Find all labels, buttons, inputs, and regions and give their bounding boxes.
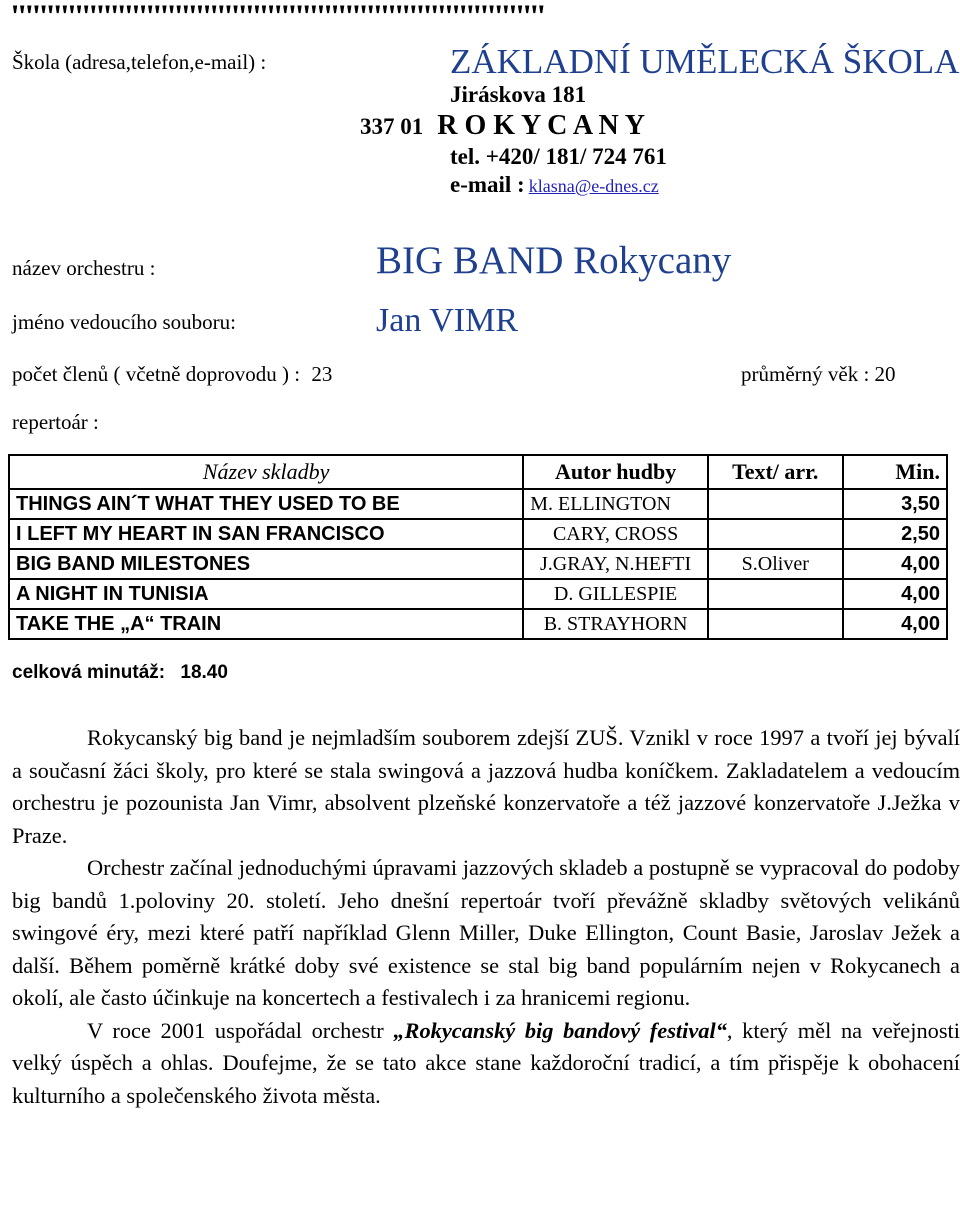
row-author: J.GRAY, N.HEFTI bbox=[523, 549, 708, 579]
description-text bbox=[12, 722, 960, 1112]
total-label: celková minutáž: bbox=[12, 662, 166, 683]
row-arr bbox=[708, 609, 843, 639]
leader-label: jméno vedoucího souboru: bbox=[12, 310, 236, 334]
row-title: TAKE THE „A“ TRAIN bbox=[9, 609, 523, 639]
members-line bbox=[12, 362, 332, 387]
table-row bbox=[9, 549, 947, 579]
age-value: 20 bbox=[874, 362, 896, 386]
paragraph-1: Rokycanský big band je nejmladším souborem zdejší ZUŠ. Vznikl v roce 1997 a tvoří jej bývalí a současní žáci školy, pro které se stala swingová a jazzová hudba koníčkem. Zakladatelem a vedoucím orchestru je pozounista Jan Vimr, absolvent plzeňské konzervatoře a též jazzové konzervatoře J.Ježka v Praze. bbox=[12, 725, 960, 848]
total-line bbox=[12, 662, 228, 684]
age-label: průměrný věk : bbox=[741, 362, 870, 386]
repertoire-table bbox=[8, 454, 948, 640]
table-row bbox=[9, 609, 947, 639]
decorative-border: ꞌꞌꞌꞌꞌꞌꞌꞌꞌꞌꞌꞌꞌꞌꞌꞌꞌꞌꞌꞌꞌꞌꞌꞌꞌꞌꞌꞌꞌꞌꞌꞌꞌꞌꞌꞌꞌꞌꞌꞌꞌꞌꞌꞌꞌꞌꞌꞌꞌꞌꞌꞌꞌꞌꞌꞌꞌꞌꞌꞌꞌꞌꞌꞌꞌꞌꞌꞌꞌꞌꞌꞌꞌꞌꞌ bbox=[12, 0, 546, 25]
row-arr bbox=[708, 519, 843, 549]
row-title: I LEFT MY HEART IN SAN FRANCISCO bbox=[9, 519, 523, 549]
paragraph-2: Orchestr začínal jednoduchými úpravami jazzových skladeb a postupně se vypracoval do podoby big bandů 1.poloviny 20. století. Jeho dnešní repertoár tvoří převážně skladby světových velikánů swingové éry, mezi které patří například Glenn Miller, Duke Ellington, Count Basie, Jaroslav Ježek a další. Během poměrně krátké doby své existence se stal big band populárním nejen v Rokycanech a okolí, ale často účinkuje na koncertech a festivalech i za hranicemi regionu. bbox=[12, 855, 960, 1010]
paragraph-3-end: , který měl na veřejnosti velký úspěch a ohlas. Doufejme, že se tato akce stane každoroční tradicí, a tím přispěje k obohacení kulturního a společenského života města. bbox=[12, 1017, 960, 1108]
header-author: Autor hudby bbox=[523, 455, 708, 489]
total-value: 18.40 bbox=[180, 662, 228, 683]
table-row bbox=[9, 579, 947, 609]
header-title: Název skladby bbox=[9, 455, 523, 489]
table-row bbox=[9, 519, 947, 549]
row-title: A NIGHT IN TUNISIA bbox=[9, 579, 523, 609]
email-link[interactable]: klasna@e-dnes.cz bbox=[528, 176, 659, 196]
row-min: 4,00 bbox=[843, 609, 947, 639]
row-title: THINGS AIN´T WHAT THEY USED TO BE bbox=[9, 489, 523, 519]
email-label: e-mail : bbox=[450, 172, 525, 197]
row-author: CARY, CROSS bbox=[523, 519, 708, 549]
paragraph-3-start: V roce 2001 uspořádal orchestr bbox=[87, 1017, 394, 1043]
header-min: Min. bbox=[843, 455, 947, 489]
paragraph-3 bbox=[12, 1015, 960, 1113]
row-author: D. GILLESPIE bbox=[523, 579, 708, 609]
members-count: 23 bbox=[311, 362, 333, 386]
orchestra-name-label: název orchestru : bbox=[12, 256, 156, 280]
row-arr: S.Oliver bbox=[708, 549, 843, 579]
school-city-line bbox=[360, 110, 645, 142]
school-zip: 337 01 bbox=[360, 114, 424, 139]
festival-name: „Rokycanský big bandový festival“ bbox=[393, 1017, 727, 1043]
school-tel: tel. +420/ 181/ 724 761 bbox=[450, 144, 667, 169]
age-line bbox=[741, 362, 896, 387]
row-min: 4,00 bbox=[843, 549, 947, 579]
row-min: 3,50 bbox=[843, 489, 947, 519]
school-street: Jiráskova 181 bbox=[450, 82, 587, 107]
leader-name: Jan VIMR bbox=[376, 302, 518, 339]
row-author: B. STRAYHORN bbox=[523, 609, 708, 639]
header-arr: Text/ arr. bbox=[708, 455, 843, 489]
row-min: 4,00 bbox=[843, 579, 947, 609]
table-row bbox=[9, 489, 947, 519]
row-title: BIG BAND MILESTONES bbox=[9, 549, 523, 579]
table-header-row bbox=[9, 455, 947, 489]
row-author: M. ELLINGTON bbox=[523, 489, 708, 519]
school-city: R O K Y C A N Y bbox=[437, 110, 645, 141]
row-arr bbox=[708, 489, 843, 519]
school-name: ZÁKLADNÍ UMĚLECKÁ ŠKOLA bbox=[450, 42, 960, 81]
orchestra-name: BIG BAND Rokycany bbox=[376, 239, 732, 282]
school-label: Škola (adresa,telefon,e-mail) : bbox=[12, 50, 267, 74]
repertoire-label: repertoár : bbox=[12, 410, 99, 434]
school-email-line bbox=[450, 172, 659, 198]
row-min: 2,50 bbox=[843, 519, 947, 549]
row-arr bbox=[708, 579, 843, 609]
members-label: počet členů ( včetně doprovodu ) : bbox=[12, 362, 301, 386]
